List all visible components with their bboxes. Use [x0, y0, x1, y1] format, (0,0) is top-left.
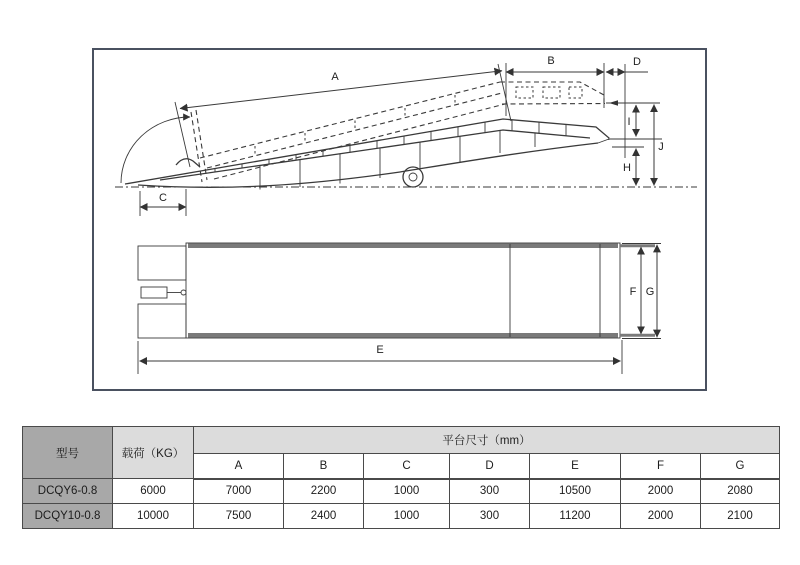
dim-value-cell: 2000 [621, 504, 701, 529]
dim-label-e: E [376, 344, 384, 356]
side-view [115, 55, 697, 216]
dim-value-cell: 1000 [364, 479, 450, 504]
dim-column-header-e: E [530, 454, 621, 479]
dim-column-header-f: F [621, 454, 701, 479]
dim-label-b: B [547, 55, 555, 67]
spec-table [22, 426, 780, 529]
dim-a [180, 71, 502, 109]
table-row [23, 504, 780, 529]
support-leg-bottom [138, 304, 186, 338]
load-cell: 10000 [113, 504, 194, 529]
dim-value-cell: 7500 [194, 504, 284, 529]
model-cell: DCQY6-0.8 [23, 479, 113, 504]
extension-lines [140, 63, 662, 216]
wheel-hub [409, 173, 417, 181]
ramp-drawing [94, 50, 705, 389]
dimensions-side [140, 55, 664, 207]
dim-column-header-a: A [194, 454, 284, 479]
dim-label-j: J [658, 141, 664, 153]
dim-value-cell: 300 [450, 479, 530, 504]
dim-label-d: D [633, 56, 641, 68]
dim-value-cell: 2000 [621, 479, 701, 504]
support-leg-top [138, 246, 186, 280]
dim-label-i: I [627, 116, 631, 128]
dim-value-cell: 2080 [701, 479, 780, 504]
diagram-panel [92, 48, 707, 391]
plan-view [138, 243, 661, 374]
platform-header-cell: 平台尺寸（mm） [194, 427, 780, 454]
load-cell: 6000 [113, 479, 194, 504]
dim-column-header-d: D [450, 454, 530, 479]
dim-column-header-c: C [364, 454, 450, 479]
dim-value-cell: 10500 [530, 479, 621, 504]
tow-handle [141, 287, 186, 298]
dim-label-a: A [331, 71, 339, 83]
dim-label-f: F [629, 286, 637, 298]
dim-column-header-g: G [701, 454, 780, 479]
dim-label-g: G [645, 286, 655, 298]
dim-value-cell: 2100 [701, 504, 780, 529]
dim-value-cell: 1000 [364, 504, 450, 529]
dim-value-cell: 300 [450, 504, 530, 529]
dim-value-cell: 2200 [284, 479, 364, 504]
dim-value-cell: 7000 [194, 479, 284, 504]
model-header-cell: 型号 [23, 427, 113, 479]
dim-column-header-b: B [284, 454, 364, 479]
dim-label-h: H [623, 162, 631, 174]
dim-label-c: C [159, 192, 167, 204]
load-header-cell: 载荷（KG） [113, 427, 194, 479]
deck-outline [186, 243, 620, 338]
dim-value-cell: 11200 [530, 504, 621, 529]
model-cell: DCQY10-0.8 [23, 504, 113, 529]
extension-lines-plan [138, 244, 661, 375]
arc-lip-swing [121, 117, 190, 183]
deck-dividers [510, 244, 600, 337]
dim-value-cell: 2400 [284, 504, 364, 529]
table-row [23, 479, 780, 504]
dimensions-plan [140, 245, 658, 361]
